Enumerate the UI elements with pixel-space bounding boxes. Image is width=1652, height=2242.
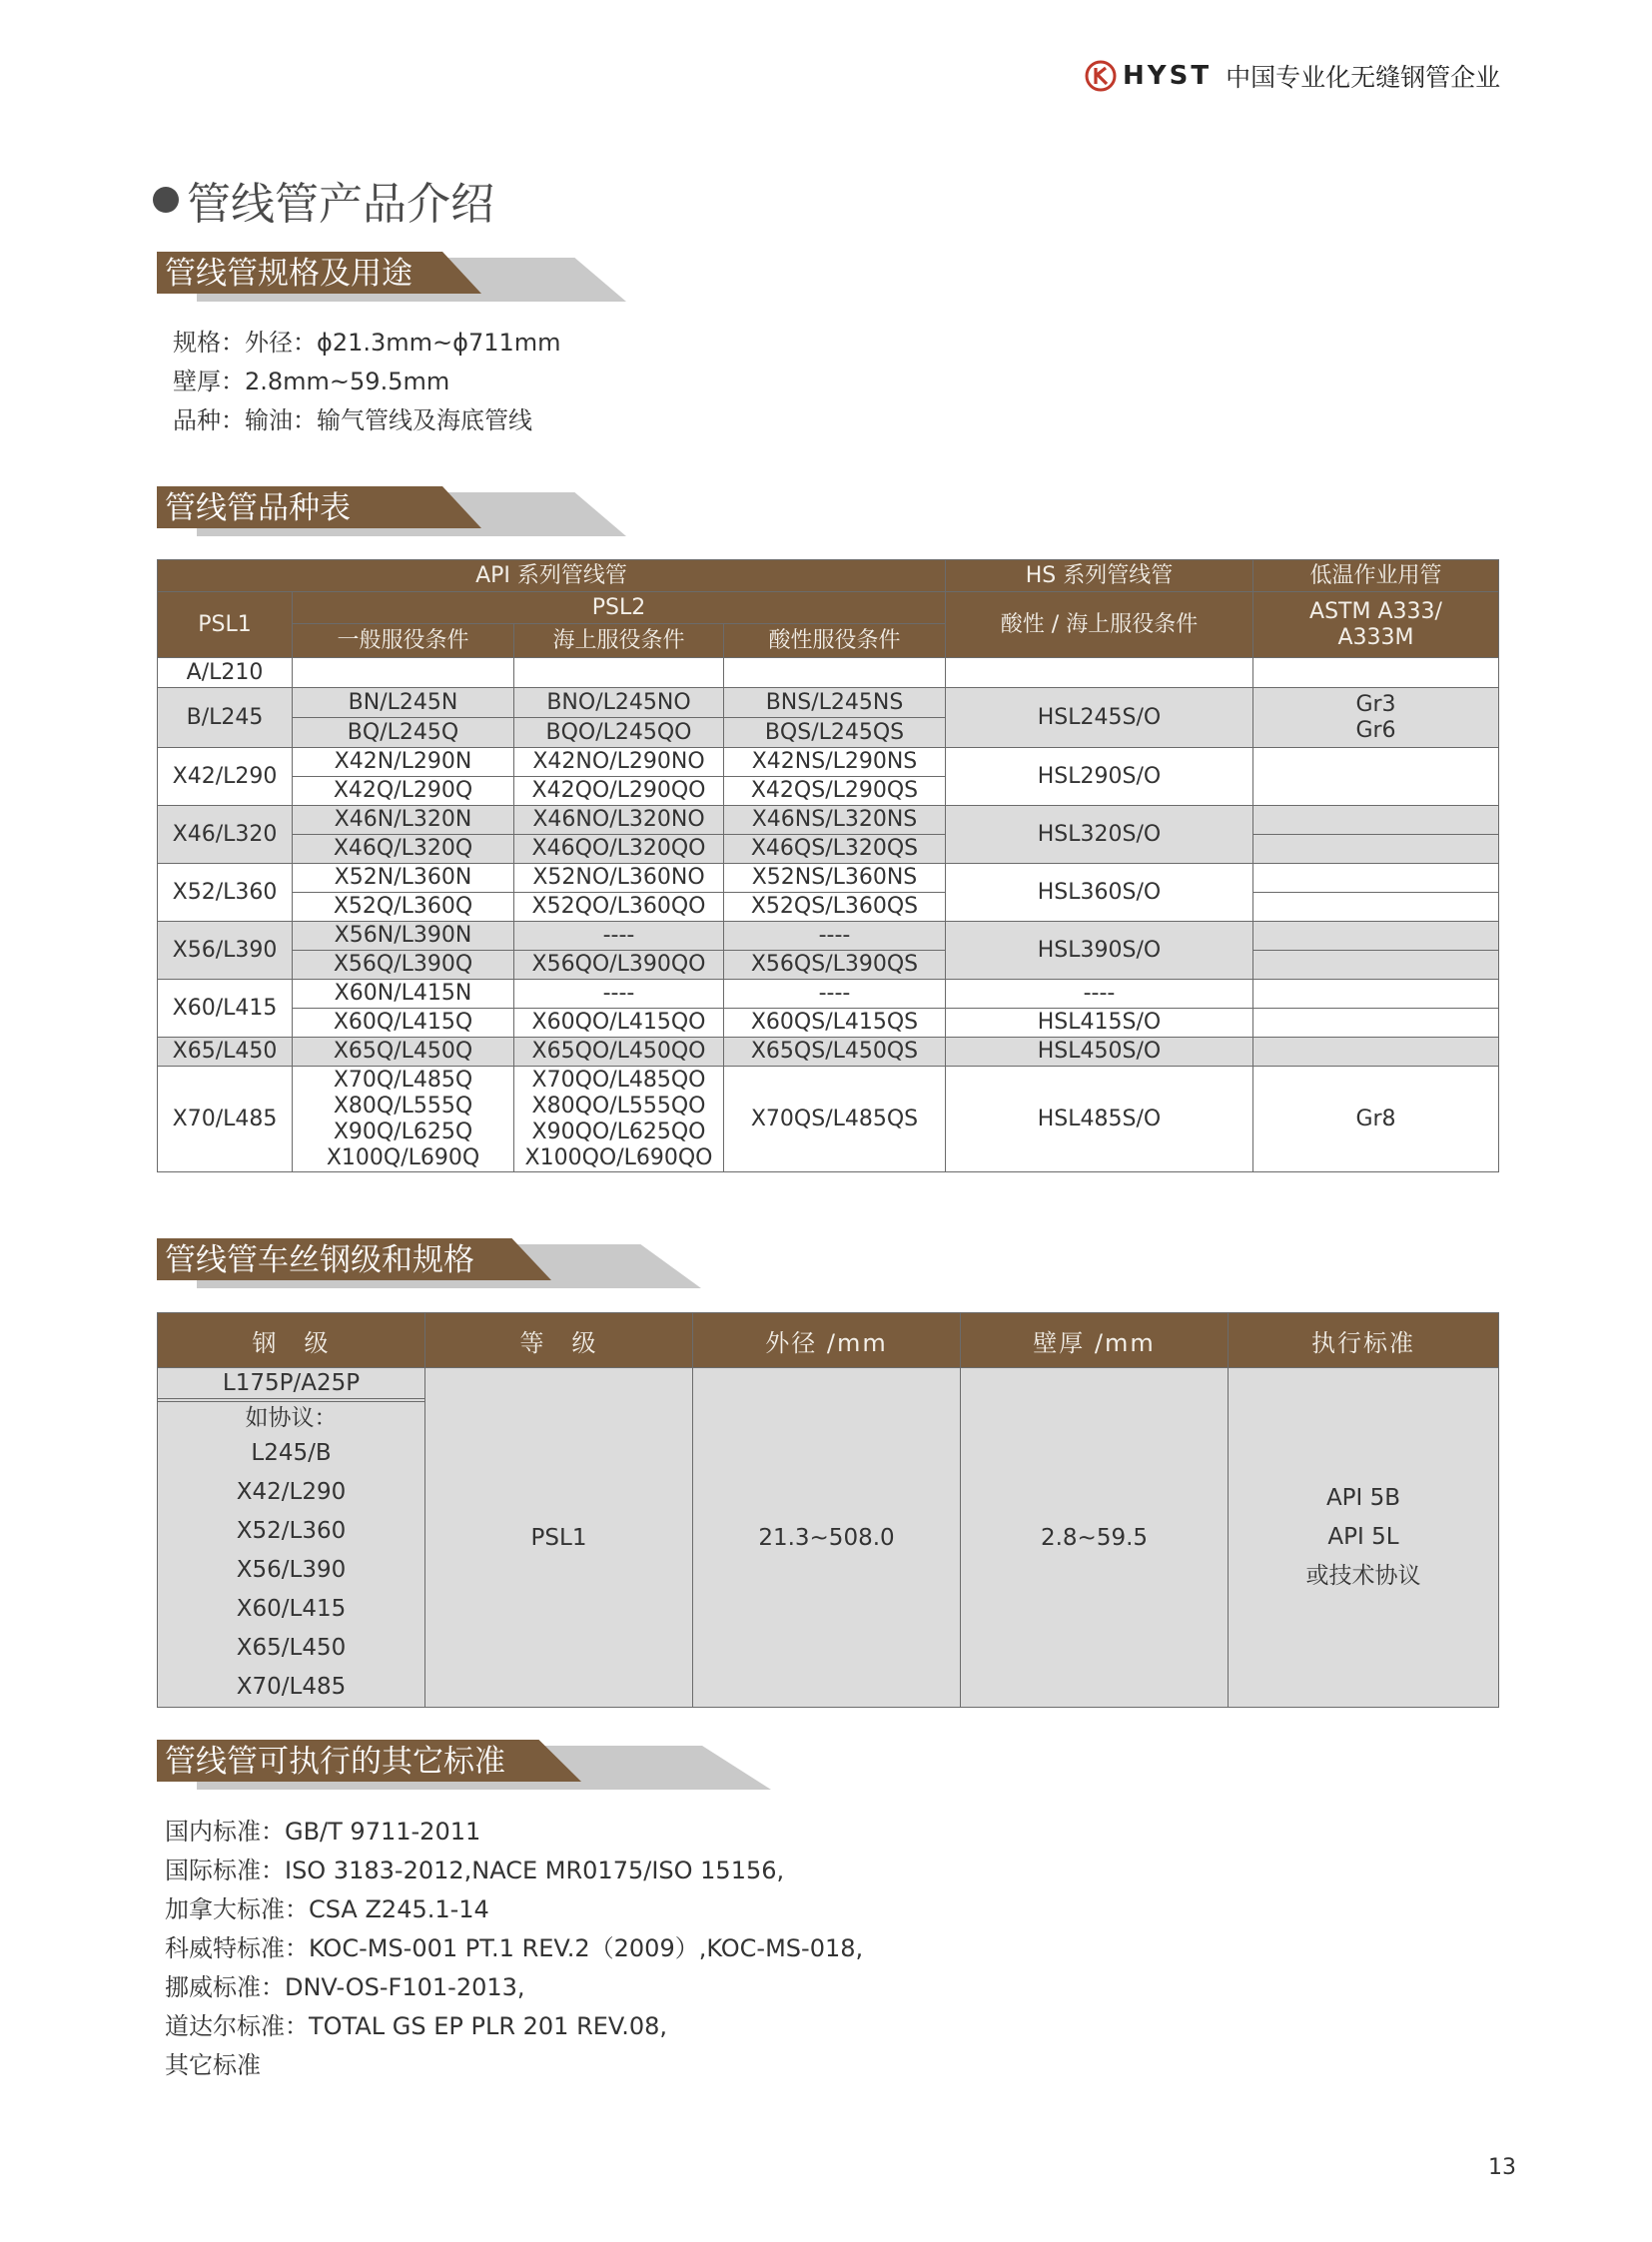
page-number: 13 [1488,2155,1516,2180]
table-cell: A/L210 [158,658,293,688]
table-cell: X60/L415 [158,980,293,1038]
thread-table [157,1312,1499,1708]
table-cell: X70QS/L485QS [724,1067,946,1172]
table-cell: HSL485S/O [946,1067,1253,1172]
table-cell [1253,922,1499,951]
header-low-temp: 低温作业用管 [1253,560,1499,592]
table-cell: X52/L360 [158,864,293,922]
spec-line: 壁厚：2.8mm~59.5mm [173,368,450,395]
table-row [158,922,1499,951]
table-cell: HSL245S/O [946,688,1253,748]
table-cell: X46/L320 [158,806,293,864]
table-cell: ---- [724,922,946,951]
table-cell: X52N/L360N [293,864,514,893]
table-cell: HSL390S/O [946,922,1253,980]
table-cell [946,658,1253,688]
header-sour: 酸性服役条件 [724,624,946,658]
table-cell: ---- [946,980,1253,1009]
table-cell: X60QO/L415QO [514,1009,724,1038]
table-cell: X46NO/L320NO [514,806,724,835]
table-cell: X60QS/L415QS [724,1009,946,1038]
table-cell: X46NS/L320NS [724,806,946,835]
table-cell: X65/L450 [158,1038,293,1067]
grade-item: X56/L390 [236,1557,347,1583]
table-row [158,980,1499,1009]
hyst-logo-icon [1085,60,1117,92]
table-cell [1253,1009,1499,1038]
table-cell: X46QO/L320QO [514,835,724,864]
table-cell [1253,806,1499,835]
grade-item: X42/L290 [236,1479,347,1505]
spec-line: 规格：外径：ϕ21.3mm~ϕ711mm [173,329,561,357]
grade-item: L245/B [251,1440,332,1466]
standard-line: 加拿大标准：CSA Z245.1-14 [165,1895,489,1923]
table-cell: ---- [724,980,946,1009]
header-standard: 执行标准 [1229,1313,1499,1368]
table-cell: HSL415S/O [946,1009,1253,1038]
table-cell: X46Q/L320Q [293,835,514,864]
section-header-standards [157,1740,776,1792]
table-cell: BQO/L245QO [514,718,724,748]
table-cell: X42/L290 [158,748,293,806]
header-psl1: PSL1 [158,592,293,658]
table-cell: B/L245 [158,688,293,748]
table-cell: BQS/L245QS [724,718,946,748]
table-cell: HSL290S/O [946,748,1253,806]
table-cell: X56QS/L390QS [724,951,946,980]
od-cell: 21.3~508.0 [693,1368,961,1708]
table-cell: X46QS/L320QS [724,835,946,864]
section-header-thread [157,1238,706,1290]
grade-item: X52/L360 [236,1518,347,1544]
header-wt: 壁厚 /mm [961,1313,1229,1368]
table-cell [293,658,514,688]
table-row [158,806,1499,835]
table-cell: X46N/L320N [293,806,514,835]
table-cell: X52NO/L360NO [514,864,724,893]
brand-tagline: 中国专业化无缝钢管企业 [1226,63,1501,92]
table-cell: HSL320S/O [946,806,1253,864]
table-cell: BQ/L245Q [293,718,514,748]
page-title [153,168,494,232]
standard-item: 或技术协议 [1305,1563,1421,1589]
header-hs-sub: 酸性 / 海上服役条件 [946,592,1253,658]
header-hs: HS 系列管线管 [946,560,1253,592]
section-header-varieties [157,486,626,538]
table-cell: X56QO/L390QO [514,951,724,980]
table-row [158,658,1499,688]
standard-line: 科威特标准：KOC-MS-001 PT.1 REV.2（2009）,KOC-MS-018, [165,1934,864,1962]
table-cell: X60Q/L415Q [293,1009,514,1038]
wt-cell: 2.8~59.5 [961,1368,1229,1708]
grade-item: X60/L415 [236,1596,347,1622]
table-cell: BNS/L245NS [724,688,946,718]
table-cell: BNO/L245NO [514,688,724,718]
table-cell: X65QS/L450QS [724,1038,946,1067]
standard-item: API 5L [1327,1524,1399,1550]
header-astm: ASTM A333/ A333M [1253,592,1499,658]
standard-line: 挪威标准：DNV-OS-F101-2013, [165,1973,525,2001]
table-cell [1253,835,1499,864]
grade-item: X70/L485 [236,1674,347,1700]
table-cell [1253,658,1499,688]
table-cell: HSL450S/O [946,1038,1253,1067]
table-cell: Gr8 [1253,1067,1499,1172]
table-cell: X56/L390 [158,922,293,980]
level-cell: PSL1 [425,1368,693,1708]
header-psl2: PSL2 [293,592,946,624]
table-cell: X42N/L290N [293,748,514,777]
table-row [158,1038,1499,1067]
variety-table [157,559,1499,1172]
table-cell: X42NS/L290NS [724,748,946,777]
header-general: 一般服役条件 [293,624,514,658]
header-od: 外径 /mm [693,1313,961,1368]
table-cell: X56Q/L390Q [293,951,514,980]
table-cell: X65Q/L450Q [293,1038,514,1067]
section-title: 管线管规格及用途 [165,256,413,292]
standard-item: API 5B [1325,1485,1401,1511]
table-cell: X56N/L390N [293,922,514,951]
grade-list [158,1368,425,1708]
standard-line: 其它标准 [165,2051,261,2079]
section-title: 管线管车丝钢级和规格 [165,1242,474,1278]
table-cell [1253,951,1499,980]
table-cell [1253,980,1499,1009]
table-row [158,688,1499,718]
table-row [158,835,1499,864]
table-cell: X52NS/L360NS [724,864,946,893]
table-cell [1253,864,1499,893]
table-cell: X70Q/L485Q X80Q/L555Q X90Q/L625Q X100Q/L690Q [293,1067,514,1172]
header-offshore: 海上服役条件 [514,624,724,658]
standard-line: 国际标准：ISO 3183-2012,NACE MR0175/ISO 15156, [165,1857,785,1884]
table-row [158,951,1499,980]
table-cell: BN/L245N [293,688,514,718]
table-cell: ---- [514,922,724,951]
other-standards-list [165,1813,863,2085]
table-cell: X52Q/L360Q [293,893,514,922]
table-cell: ---- [514,980,724,1009]
table-row [158,864,1499,893]
standard-line: 道达尔标准：TOTAL GS EP PLR 201 REV.08, [165,2012,668,2040]
table-cell [724,658,946,688]
brand-header [1085,56,1500,96]
spec-line: 品种：输油：输气管线及海底管线 [173,406,532,434]
page-title-text: 管线管产品介绍 [187,179,494,230]
header-level: 等 级 [425,1313,693,1368]
section-title: 管线管可执行的其它标准 [165,1744,505,1780]
table-cell: X70/L485 [158,1067,293,1172]
brand-name: HYST [1123,61,1213,91]
grade-item: L175P/A25P [158,1368,424,1399]
section-header-spec [157,252,626,304]
table-cell: HSL360S/O [946,864,1253,922]
table-row [158,893,1499,922]
table-row [158,1067,1499,1172]
header-grade: 钢 级 [158,1313,425,1368]
table-cell [1253,893,1499,922]
grade-item: 如协议： [158,1401,424,1434]
table-cell [1253,748,1499,806]
table-row [158,1009,1499,1038]
table-row [158,748,1499,777]
table-cell: X42Q/L290Q [293,777,514,806]
table-cell: X52QS/L360QS [724,893,946,922]
bullet-icon [153,187,179,213]
table-cell: X65QO/L450QO [514,1038,724,1067]
table-cell: X70QO/L485QO X80QO/L555QO X90QO/L625QO X100QO/L690QO [514,1067,724,1172]
table-cell: X52QO/L360QO [514,893,724,922]
section-title: 管线管品种表 [165,490,351,526]
table-cell [514,658,724,688]
standard-line: 国内标准：GB/T 9711-2011 [165,1818,481,1846]
table-cell: X42QO/L290QO [514,777,724,806]
table-cell: X60N/L415N [293,980,514,1009]
header-api: API 系列管线管 [158,560,946,592]
standard-cell [1229,1368,1499,1708]
table-cell [1253,1038,1499,1067]
table-cell: X42QS/L290QS [724,777,946,806]
table-cell: Gr3 Gr6 [1253,688,1499,748]
spec-info [173,324,561,440]
grade-item: X65/L450 [236,1635,347,1661]
table-cell: X42NO/L290NO [514,748,724,777]
